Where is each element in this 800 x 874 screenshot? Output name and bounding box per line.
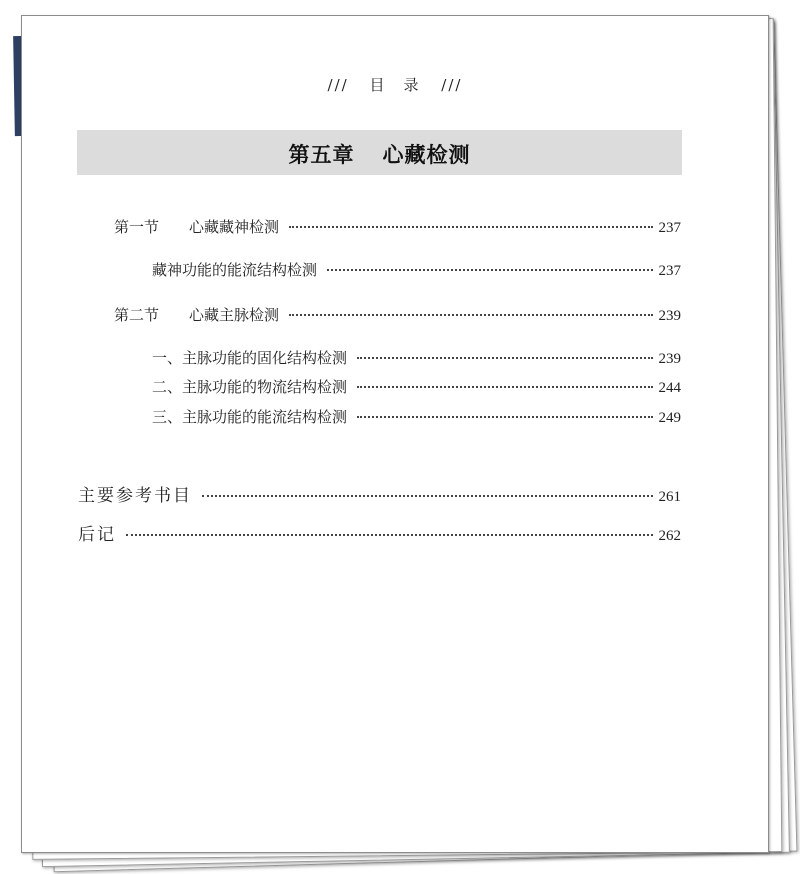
entry-title: 三、主脉功能的能流结构检测	[152, 408, 348, 426]
section-number: 第一节	[114, 218, 160, 236]
chapter-title: 心藏检测	[382, 142, 471, 167]
toc-back-matter-references[interactable]	[78, 481, 681, 506]
page-number: 244	[658, 380, 681, 396]
page-number: 237	[658, 220, 681, 236]
toc-entry[interactable]	[152, 347, 681, 368]
page-number: 237	[658, 263, 681, 279]
running-head-left-mark: ///	[327, 76, 349, 94]
chapter-number: 第五章	[288, 142, 355, 167]
page-number: 261	[658, 489, 681, 505]
dot-leader	[357, 386, 652, 388]
page-number: 239	[658, 308, 681, 324]
section-title: 心藏主脉检测	[189, 306, 280, 324]
chapter-heading-bar	[77, 130, 682, 175]
toc-section-2[interactable]	[114, 304, 681, 325]
dot-leader	[126, 534, 653, 536]
running-head-right-mark: ///	[441, 76, 463, 94]
dot-leader	[289, 314, 652, 316]
entry-title: 后记	[78, 525, 116, 545]
entry-title: 一、主脉功能的固化结构检测	[152, 349, 348, 367]
page-number: 262	[658, 528, 681, 544]
dot-leader	[357, 357, 652, 359]
chapter-heading	[77, 139, 682, 169]
running-head	[22, 74, 768, 95]
toc-page	[21, 15, 769, 853]
toc-entry[interactable]	[152, 376, 681, 397]
page-number: 249	[658, 410, 681, 426]
running-head-label: 目 录	[369, 76, 421, 94]
section-title: 心藏藏神检测	[189, 218, 280, 236]
entry-title: 藏神功能的能流结构检测	[152, 261, 318, 279]
dot-leader	[357, 416, 652, 418]
dot-leader	[327, 269, 652, 271]
toc-entry[interactable]	[152, 406, 681, 427]
entry-title: 二、主脉功能的物流结构检测	[152, 378, 348, 396]
toc-entry[interactable]	[152, 259, 681, 280]
toc-section-1[interactable]	[114, 216, 681, 237]
dot-leader	[289, 226, 652, 228]
dot-leader	[202, 495, 653, 497]
entry-title: 主要参考书目	[78, 486, 192, 506]
toc-back-matter-afterword[interactable]	[78, 520, 681, 545]
page-number: 239	[658, 351, 681, 367]
section-number: 第二节	[114, 306, 160, 324]
